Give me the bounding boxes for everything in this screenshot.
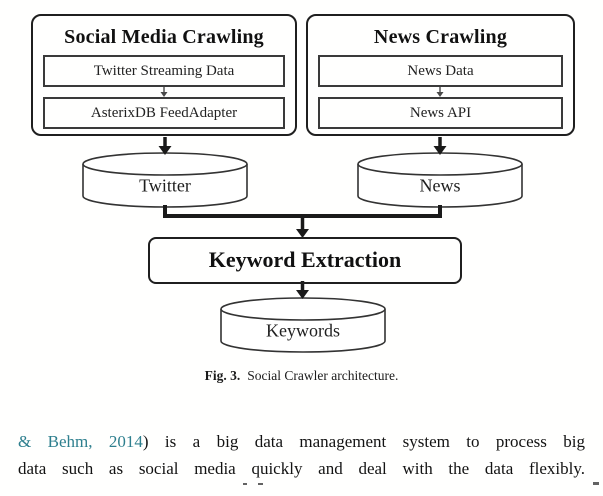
figure-caption-number: Fig. 3. — [204, 368, 241, 383]
group-title-news-crawling: News Crawling — [373, 26, 508, 48]
group-news-crawling — [306, 14, 575, 136]
body-line-2: data such as social media quickly and deal with the data flexibly. — [18, 459, 585, 478]
group-social-media-crawling — [31, 14, 297, 136]
flow-box-keyword-extraction: Keyword Extraction — [148, 237, 462, 284]
flow-box-news-data: News Data — [318, 55, 563, 87]
figure-caption-text: Social Crawler architecture. — [247, 368, 399, 383]
group-title-social-media-crawling: Social Media Crawling — [64, 26, 264, 48]
figure-caption — [0, 368, 603, 384]
flow-box-news-api: News API — [318, 97, 563, 129]
cutoff-text-artifact — [593, 482, 599, 485]
body-line-1 — [18, 428, 585, 455]
twitter-store-label: Twitter — [139, 175, 191, 196]
merge-connector-line — [165, 205, 440, 216]
flow-box-twitter-streaming-data: Twitter Streaming Data — [43, 55, 285, 87]
arrow-merge-to-keyword-extraction — [296, 216, 309, 238]
cutoff-text-artifact — [258, 483, 263, 485]
news-store-label: News — [419, 175, 461, 196]
cutoff-text-artifact — [243, 483, 247, 485]
keywords-store-label: Keywords — [266, 320, 340, 341]
flow-box-asterixdb-feedadapter: AsterixDB FeedAdapter — [43, 97, 285, 129]
body-paragraph — [18, 428, 585, 482]
citation-link[interactable]: & Behm, 2014 — [18, 432, 143, 451]
body-line-1-text: ) is a big data management system to process big — [142, 432, 585, 451]
